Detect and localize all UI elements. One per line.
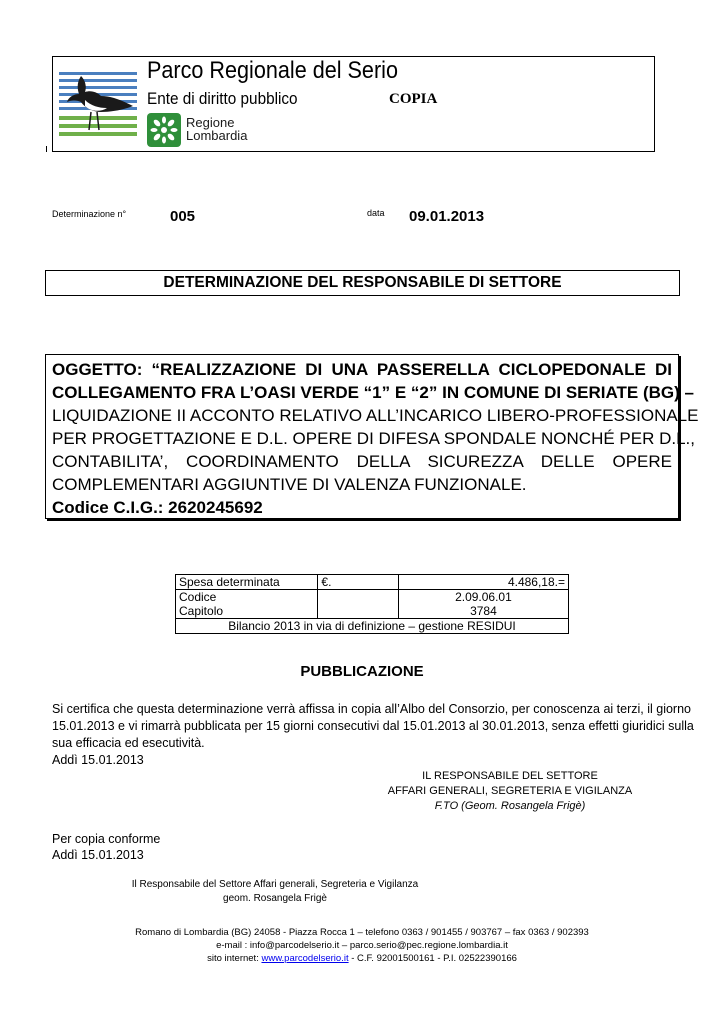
bilancio-note: Bilancio 2013 in via di definizione – gestione RESIDUI (176, 619, 569, 634)
responsabile-signature (340, 769, 680, 814)
expense-table (175, 574, 569, 634)
date-label: data (367, 208, 385, 218)
currency: €. (318, 575, 398, 590)
table-row (176, 575, 569, 590)
codice-value: 2.09.06.01 (398, 590, 568, 605)
spesa-amount: 4.486,18.= (398, 575, 568, 590)
site-label: sito internet: (207, 953, 259, 964)
spesa-label: Spesa determinata (176, 575, 318, 590)
regione-lombardia-logo-icon (147, 113, 181, 147)
responsabile-title: IL RESPONSABILE DEL SETTORE (422, 770, 598, 782)
oggetto-line: PER PROGETTAZIONE E D.L. OPERE DI DIFESA SPONDALE NONCHÉ PER D.L., (52, 429, 695, 448)
determination-number: 005 (170, 208, 196, 225)
codice-label: Codice (176, 590, 318, 605)
responsabile-footer (130, 878, 420, 906)
oggetto-line: LIQUIDAZIONE II ACCONTO RELATIVO ALL’INCARICO LIBERO-PROFESSIONALE (52, 406, 699, 425)
footer (0, 926, 724, 965)
copia-conforme-label: Per copia conforme (52, 832, 161, 846)
table-row (176, 619, 569, 634)
oggetto-box (45, 354, 699, 519)
certification-text (52, 701, 694, 752)
responsabile-sector: AFFARI GENERALI, SEGRETERIA E VIGILANZA (387, 785, 633, 797)
park-subtitle: Ente di diritto pubblico (147, 89, 298, 108)
determination-label: Determinazione n° (52, 209, 127, 219)
responsabile-footer-title: Il Responsabile del Settore Affari generali, Segreteria e Vigilanza (131, 879, 419, 890)
park-logo-bird-icon (57, 66, 139, 140)
capitolo-label: Capitolo (176, 604, 318, 619)
lombardia-line1: Regione (186, 115, 235, 130)
footer-site-line (0, 952, 724, 965)
cig-code: Codice C.I.G.: 2620245692 (52, 498, 263, 517)
oggetto-line: COLLEGAMENTO FRA L’OASI VERDE “1” E “2” IN COMUNE DI SERIATE (BG) – (52, 383, 694, 402)
copia-stamp: COPIA (389, 91, 438, 107)
oggetto-line: CONTABILITA’, COORDINAMENTO DELLA SICUREZZA DELLE OPERE (52, 452, 672, 471)
certification-line: Si certifica che questa determinazione verrà affissa in copia all’Albo del Consorzio, per conoscenza ai terzi, il giorno (52, 702, 691, 716)
footer-address: Romano di Lombardia (BG) 24058 - Piazza Rocca 1 – telefono 0363 / 901455 / 903767 – fax 0363 / 902393 (135, 927, 589, 938)
responsabile-footer-name: geom. Rosangela Frigè (223, 893, 327, 904)
certification-line: sua efficacia ed esecutività. (52, 736, 205, 750)
header-tick (46, 146, 53, 152)
pubblicazione-heading: PUBBLICAZIONE (300, 663, 424, 680)
footer-email: e-mail : info@parcodelserio.it – parco.serio@pec.regione.lombardia.it (216, 940, 508, 951)
table-row (176, 604, 569, 619)
oggetto-line: OGGETTO: “REALIZZAZIONE DI UNA PASSERELLA CICLOPEDONALE DI (52, 360, 672, 379)
determination-date: 09.01.2013 (409, 208, 485, 225)
responsabile-name: F.TO (Geom. Rosangela Frigè) (434, 800, 586, 812)
capitolo-value: 3784 (398, 604, 568, 619)
lombardia-line2: Lombardia (186, 128, 248, 143)
certification-line: 15.01.2013 e vi rimarrà pubblicata per 15 giorni consecutivi dal 15.01.2013 al 30.01.2013, senza effetti giuridici sulla (52, 719, 694, 733)
empty-cell (318, 604, 398, 619)
park-title: Parco Regionale del Serio (147, 57, 398, 84)
table-row (176, 590, 569, 605)
oggetto-line: COMPLEMENTARI AGGIUNTIVE DI VALENZA FUNZIONALE. (52, 475, 527, 494)
document-title: DETERMINAZIONE DEL RESPONSABILE DI SETTORE (45, 270, 680, 296)
tax-codes: - C.F. 92001500161 - P.I. 02522390166 (351, 953, 517, 964)
empty-cell (318, 590, 398, 605)
regione-lombardia-label (186, 116, 247, 142)
copia-conforme-date: Addì 15.01.2013 (52, 848, 144, 862)
addi-date: Addì 15.01.2013 (52, 753, 144, 767)
site-link[interactable]: www.parcodelserio.it (261, 953, 349, 964)
copia-conforme (52, 831, 160, 863)
